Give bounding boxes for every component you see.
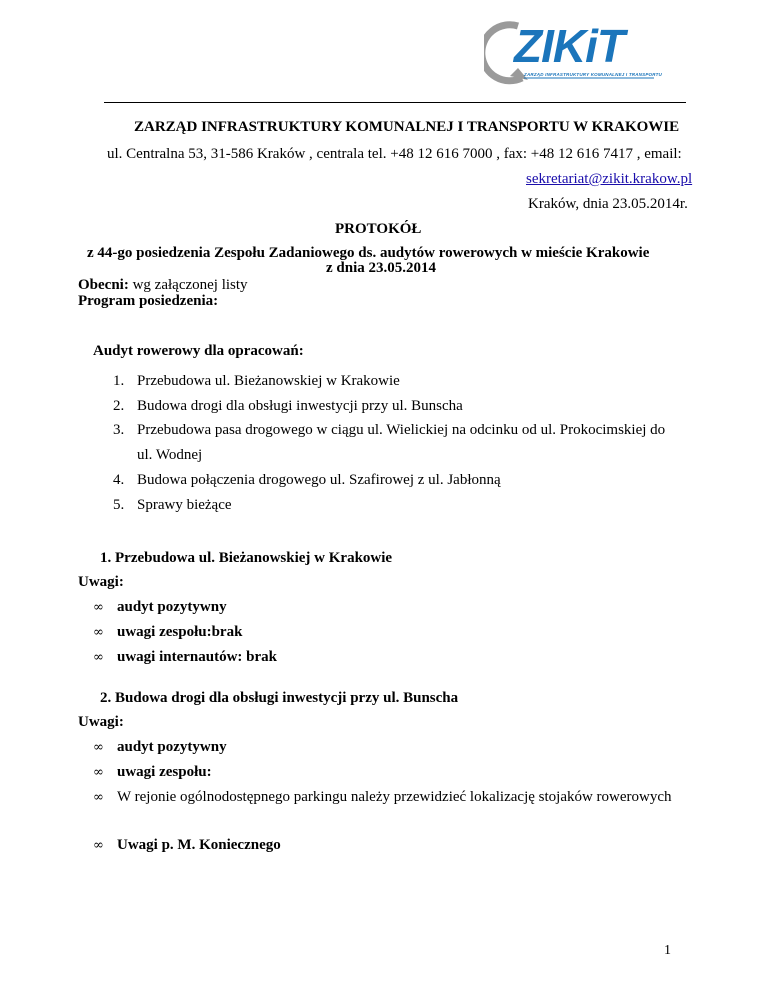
agenda-item-number: 2. <box>113 398 125 414</box>
remark-text: Uwagi p. M. Koniecznego <box>117 837 281 853</box>
remarks-label: Uwagi: <box>78 574 124 590</box>
agenda-item-text: Sprawy bieżące <box>137 497 232 513</box>
remark-bullet <box>93 763 212 782</box>
org-address: ul. Centralna 53, 31-586 Kraków , centrala tel. +48 12 616 7000 , fax: +48 12 616 7417 , email: <box>107 146 682 162</box>
infinity-bullet-icon: ∞ <box>93 838 104 853</box>
agenda-item-text: Budowa drogi dla obsługi inwestycji przy ul. Bunscha <box>137 398 463 414</box>
logo-tagline: ZARZĄD INFRASTRUKTURY KOMUNALNEJ I TRANSPORTU <box>524 72 663 77</box>
agenda-item <box>113 397 463 415</box>
infinity-bullet-icon: ∞ <box>93 625 104 640</box>
remark-text: uwagi zespołu: <box>117 764 212 780</box>
remark-bullet <box>93 623 242 642</box>
agenda-item-text: Przebudowa ul. Bieżanowskiej w Krakowie <box>137 373 400 389</box>
infinity-bullet-icon: ∞ <box>93 600 104 615</box>
remark-text: uwagi zespołu:brak <box>117 624 243 640</box>
page-number: 1 <box>664 943 671 958</box>
agenda-item-number: 3. <box>113 422 125 438</box>
agenda-item-number: 5. <box>113 497 125 513</box>
zikit-logo <box>484 18 663 88</box>
agenda-item-number: 1. <box>113 373 125 389</box>
remark-bullet <box>93 738 227 757</box>
agenda-item-text: Budowa połączenia drogowego ul. Szafirowej z ul. Jabłonną <box>137 472 501 488</box>
protocol-subtitle-1: z 44-go posiedzenia Zespołu Zadaniowego ds. audytów rowerowych w mieście Krakowie <box>87 245 650 261</box>
section-heading: 2. Budowa drogi dla obsługi inwestycji przy ul. Bunscha <box>100 690 459 706</box>
remark-bullet <box>93 598 227 617</box>
org-name: ZARZĄD INFRASTRUKTURY KOMUNALNEJ I TRANSPORTU W KRAKOWIE <box>134 119 680 135</box>
protocol-title: PROTOKÓŁ <box>335 221 422 237</box>
agenda-item-number: 4. <box>113 472 125 488</box>
protocol-subtitle-2: z dnia 23.05.2014 <box>326 260 437 276</box>
agenda-item-continuation: ul. Wodnej <box>137 447 203 463</box>
place-date: Kraków, dnia 23.05.2014r. <box>528 196 688 212</box>
present-label: Obecni: <box>78 277 129 293</box>
infinity-bullet-icon: ∞ <box>93 650 104 665</box>
agenda-item-text: Przebudowa pasa drogowego w ciągu ul. Wielickiej na odcinku od ul. Prokocimskiej do <box>137 422 666 438</box>
remark-text: uwagi internautów: brak <box>117 649 278 665</box>
remarks-label: Uwagi: <box>78 714 124 730</box>
infinity-bullet-icon: ∞ <box>93 765 104 780</box>
agenda-item <box>113 496 232 514</box>
infinity-bullet-icon: ∞ <box>93 790 104 805</box>
agenda-item <box>113 471 501 489</box>
program-label: Program posiedzenia: <box>78 293 219 309</box>
remark-text: audyt pozytywny <box>117 599 227 615</box>
remark-text: W rejonie ogólnodostępnego parkingu należy przewidzieć lokalizację stojaków rowerowych <box>117 789 672 805</box>
remark-bullet <box>93 836 281 855</box>
remark-text: audyt pozytywny <box>117 739 227 755</box>
remark-bullet <box>93 648 277 667</box>
agenda-item <box>113 421 665 439</box>
email-link[interactable]: sekretariat@zikit.krakow.pl <box>526 171 693 187</box>
agenda-heading: Audyt rowerowy dla opracowań: <box>93 343 304 359</box>
agenda-item <box>113 372 400 390</box>
present-value: wg załączonej listy <box>128 277 248 293</box>
remark-bullet <box>93 788 672 807</box>
logo-wordmark: ZIKiT <box>514 20 624 72</box>
infinity-bullet-icon: ∞ <box>93 740 104 755</box>
section-heading: 1. Przebudowa ul. Bieżanowskiej w Krakowie <box>100 550 393 566</box>
header-rule <box>104 102 686 103</box>
